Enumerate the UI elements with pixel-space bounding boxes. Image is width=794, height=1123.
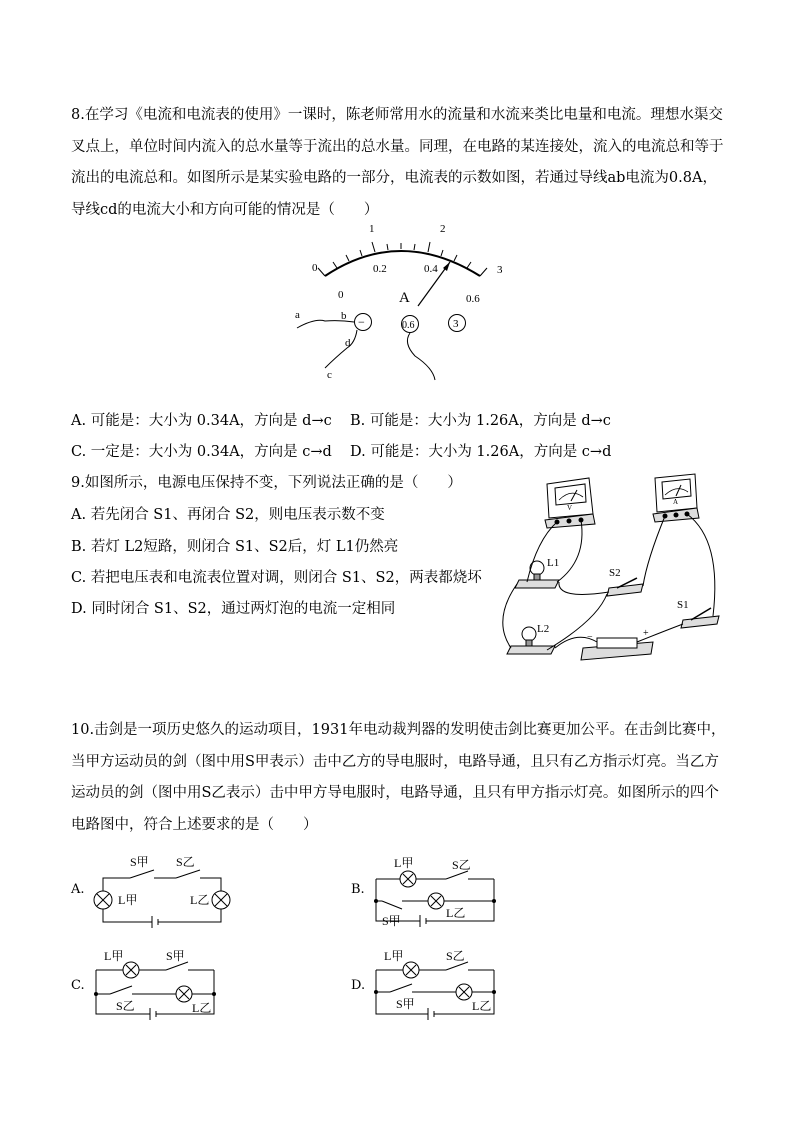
svg-text:L乙: L乙 xyxy=(192,1001,212,1015)
svg-text:S乙: S乙 xyxy=(446,949,465,963)
q9-stem: 9.如图所示，电源电压保持不变，下列说法正确的是（ ） xyxy=(71,475,462,491)
svg-text:L乙: L乙 xyxy=(190,893,210,907)
battery-icon xyxy=(581,628,653,660)
voltmeter-icon xyxy=(545,478,595,528)
ammeter-unit: A xyxy=(399,290,410,306)
scale-top-0: 0 xyxy=(312,262,318,274)
scale-bottom-3: 0.6 xyxy=(466,293,480,305)
svg-text:S甲: S甲 xyxy=(382,914,401,928)
q9-option-a[interactable]: A. 若先闭合 S1、再闭合 S2，则电压表示数不变 xyxy=(71,507,385,523)
wire-label-b: b xyxy=(341,310,347,322)
svg-text:V: V xyxy=(567,504,573,512)
q10-circuit-c[interactable] xyxy=(88,942,223,1032)
svg-text:S甲: S甲 xyxy=(130,855,149,869)
svg-text:L甲: L甲 xyxy=(104,949,124,963)
svg-text:S甲: S甲 xyxy=(396,997,415,1011)
scale-top-3: 3 xyxy=(497,264,503,276)
lamp-l1-icon xyxy=(515,557,559,588)
svg-text:L甲: L甲 xyxy=(118,893,138,907)
scale-bottom-0: 0 xyxy=(338,289,344,301)
svg-text:S1: S1 xyxy=(677,599,689,611)
terminal-3: 3 xyxy=(453,318,459,330)
svg-text:S乙: S乙 xyxy=(452,858,471,872)
q10-option-c-label[interactable]: C. xyxy=(71,978,85,993)
q10-option-b-label[interactable]: B. xyxy=(351,882,365,897)
q8-option-a[interactable]: A. 可能是：大小为 0.34A，方向是 d→c xyxy=(71,413,332,429)
terminal-minus: − xyxy=(358,315,365,329)
q8-option-b[interactable]: B. 可能是：大小为 1.26A，方向是 d→c xyxy=(350,413,611,429)
svg-text:S乙: S乙 xyxy=(176,855,195,869)
terminal-06: 0.6 xyxy=(402,320,415,331)
ammeter-icon xyxy=(653,474,699,522)
wire-label-d: d xyxy=(345,337,351,349)
switch-s1-icon xyxy=(677,599,719,628)
svg-text:L2: L2 xyxy=(537,623,550,635)
scale-bottom-1: 0.2 xyxy=(373,263,387,275)
scale-bottom-2: 0.4 xyxy=(424,263,438,275)
q9-option-c[interactable]: C. 若把电压表和电流表位置对调，则闭合 S1、S2，两表都烧坏 xyxy=(71,570,482,586)
q9-circuit-figure xyxy=(497,470,727,665)
wire-label-c: c xyxy=(327,369,332,381)
svg-text:L1: L1 xyxy=(547,557,560,569)
q10-circuit-d[interactable] xyxy=(368,942,503,1032)
q10-option-d-label[interactable]: D. xyxy=(351,978,366,993)
ammeter-figure xyxy=(285,218,515,383)
q10-option-a-label[interactable]: A. xyxy=(71,882,85,897)
svg-text:S甲: S甲 xyxy=(166,949,185,963)
wire-label-a: a xyxy=(295,309,300,321)
q8-stem: 8.在学习《电流和电流表的使用》一课时，陈老师常用水的流量和水流来类比电量和电流。理想水渠交叉点上，单位时间内流入的总水量等于流出的总水量。同理，在电路的某连接处，流入的电流总和等于流出的电流总和。如图所示是某实验电路的一部分，电流表的示数如图，若通过导线ab电流为0.8A，导线cd的电流大小和方向可能的情况是（ ） xyxy=(71,107,724,218)
svg-text:+: + xyxy=(643,628,649,639)
q10-stem: 10.击剑是一项历史悠久的运动项目，1931年电动裁判器的发明使击剑比赛更加公平。在击剑比赛中，当甲方运动员的剑（图中用S甲表示）击中乙方的导电服时，电路导通，且只有乙方指示灯亮。当乙方运动员的剑（图中用S乙表示）击中甲方导电服时，电路导通，且只有甲方指示灯亮。如图所示的四个电路图中，符合上述要求的是（ ） xyxy=(71,722,726,833)
svg-text:S乙: S乙 xyxy=(116,999,135,1013)
svg-text:L甲: L甲 xyxy=(384,949,404,963)
svg-text:L乙: L乙 xyxy=(446,906,466,920)
svg-text:L甲: L甲 xyxy=(394,856,414,870)
svg-text:S2: S2 xyxy=(609,567,621,579)
scale-top-2: 2 xyxy=(440,223,446,235)
q9-option-d[interactable]: D. 同时闭合 S1、S2，通过两灯泡的电流一定相同 xyxy=(71,601,396,617)
svg-text:−: − xyxy=(587,632,593,643)
q9-option-b[interactable]: B. 若灯 L2短路，则闭合 S1、S2后，灯 L1仍然亮 xyxy=(71,539,399,555)
q10-circuit-b[interactable] xyxy=(368,845,503,935)
svg-text:A: A xyxy=(673,498,679,506)
q8-option-c[interactable]: C. 一定是：大小为 0.34A，方向是 c→d xyxy=(71,444,332,460)
scale-top-1: 1 xyxy=(369,223,375,235)
q10-circuit-a[interactable] xyxy=(88,850,238,935)
switch-s2-icon xyxy=(607,567,643,596)
q8-option-d[interactable]: D. 可能是：大小为 1.26A，方向是 c→d xyxy=(350,444,612,460)
svg-text:L乙: L乙 xyxy=(472,999,492,1013)
